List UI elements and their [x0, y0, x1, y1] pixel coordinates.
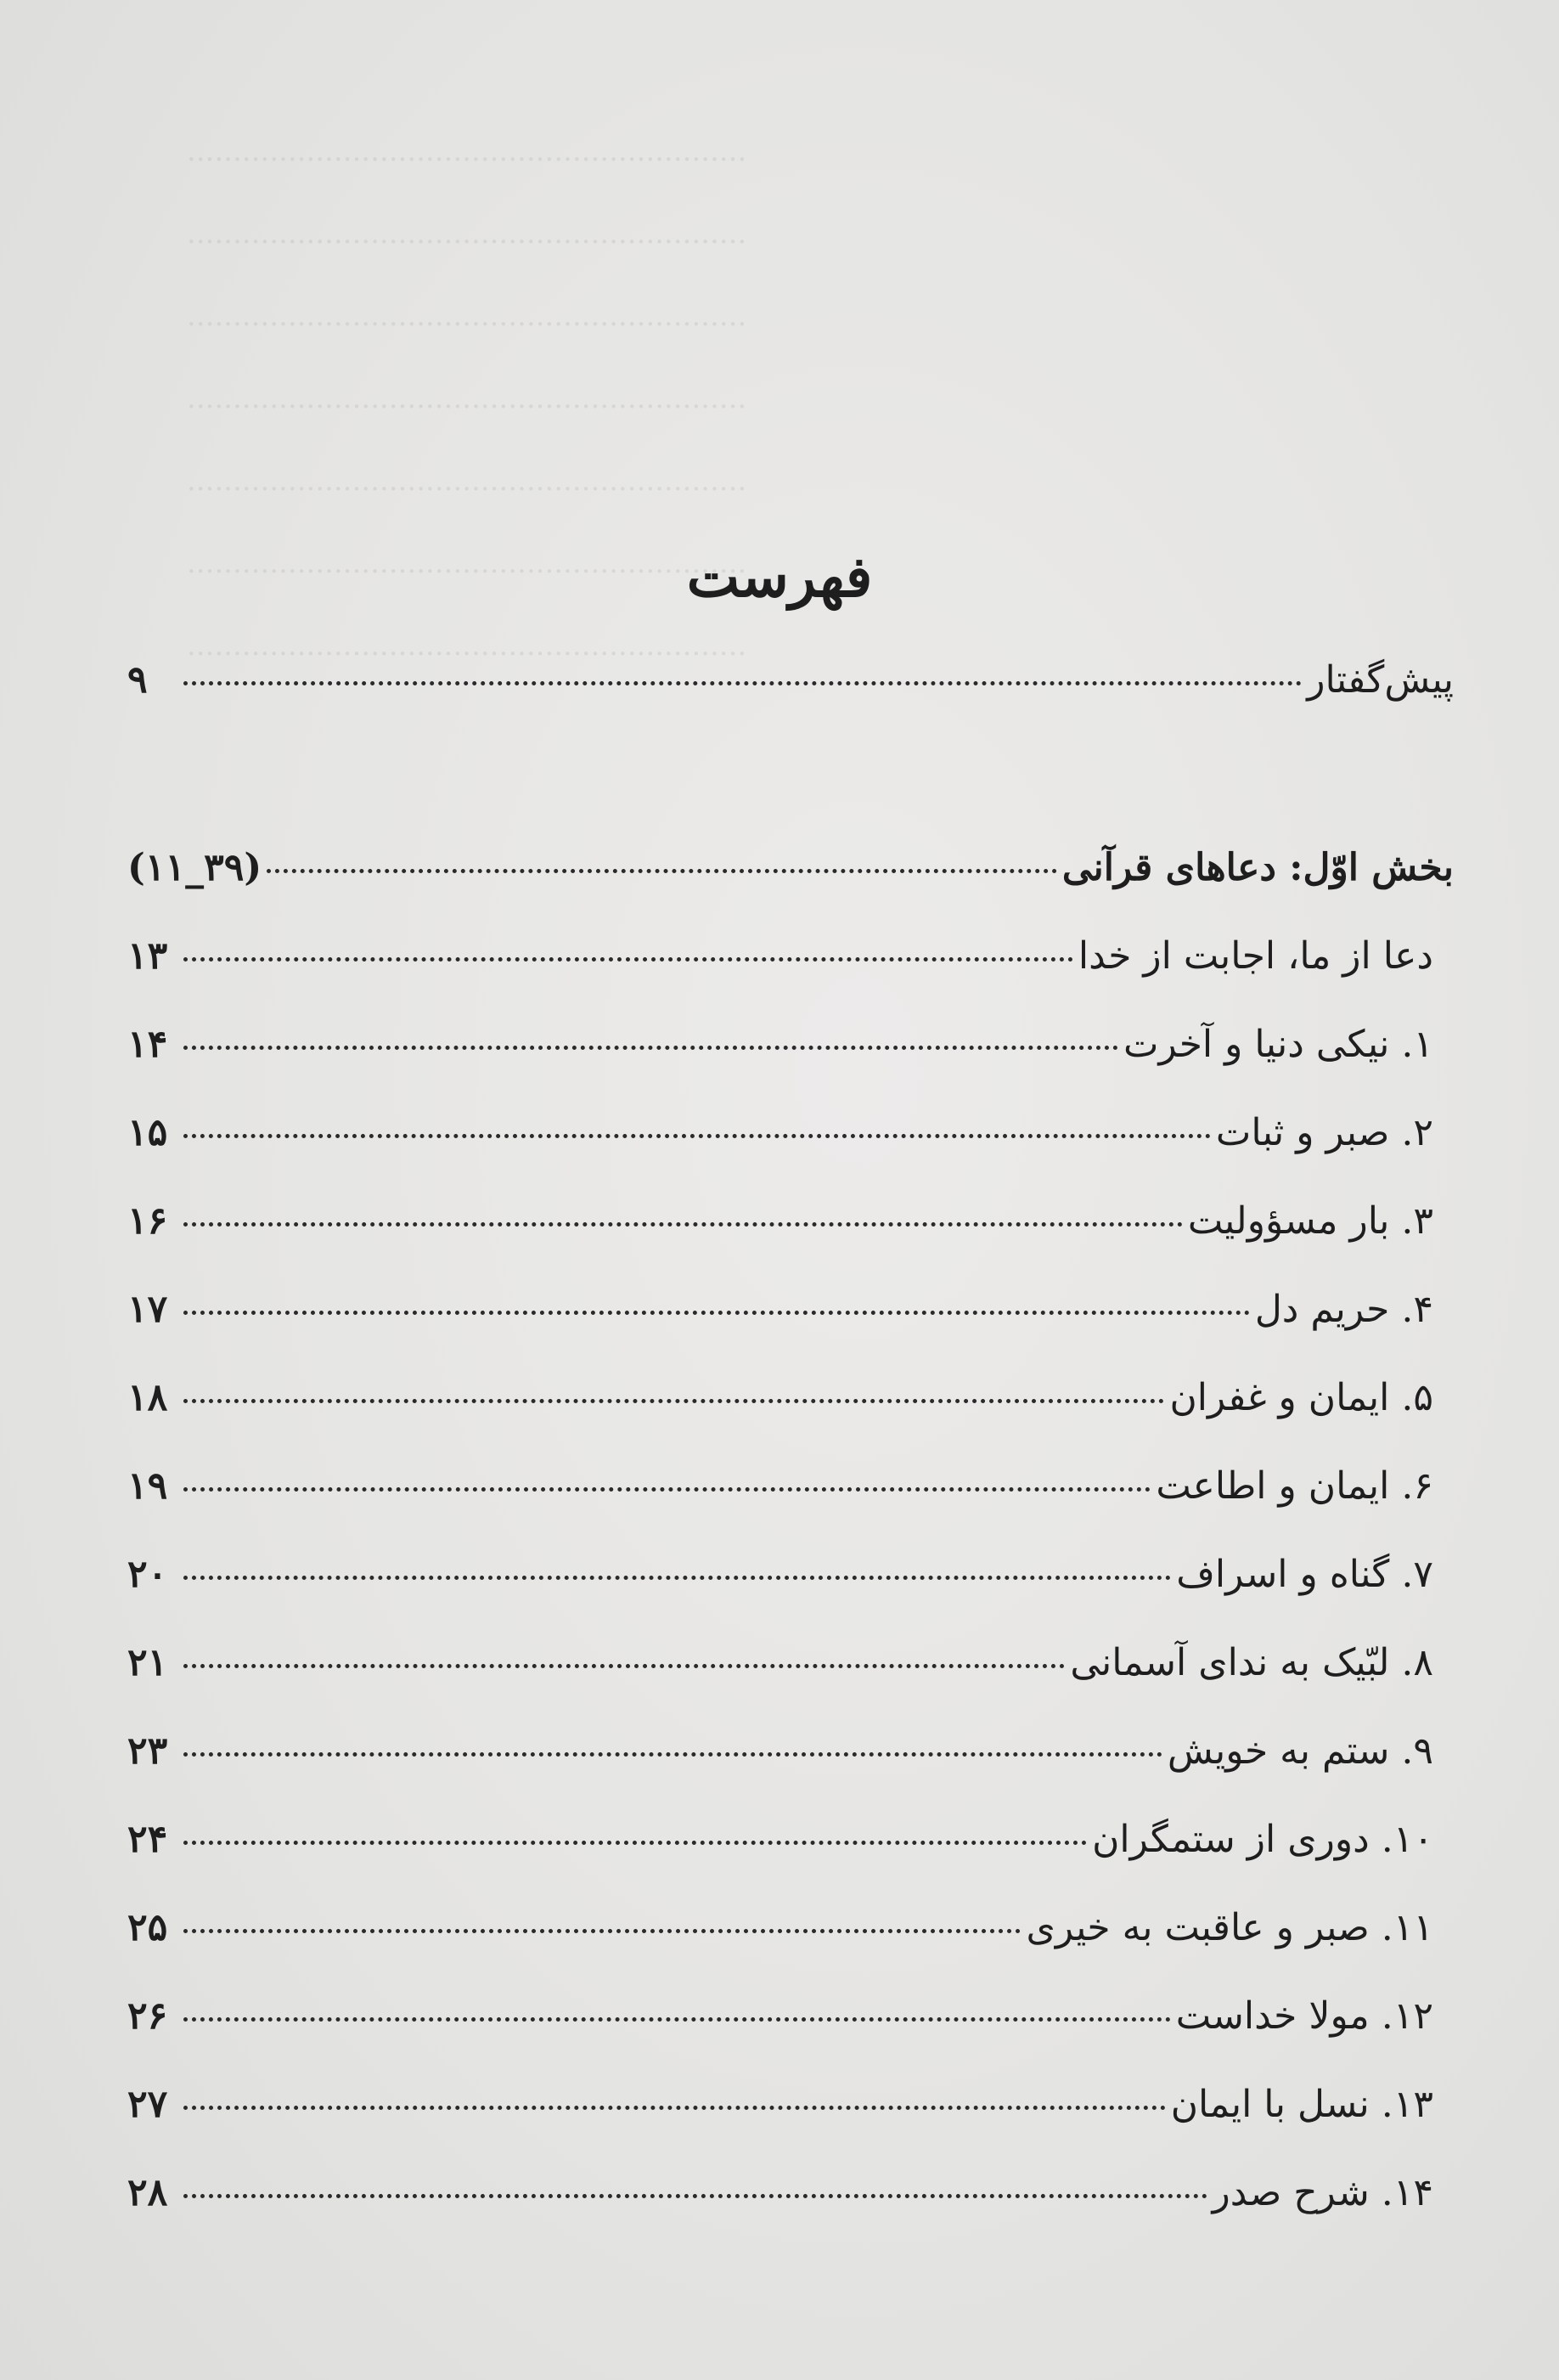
- toc-entry: [127, 1023, 1454, 1111]
- dot-leader: [183, 1487, 1151, 1492]
- toc-entry-label: ۴. حریم دل: [1254, 1288, 1433, 1331]
- dot-leader: [183, 1664, 1065, 1668]
- page-title: فهرست: [686, 544, 873, 610]
- toc-entry: [127, 1376, 1454, 1464]
- dot-leader: [183, 1841, 1087, 1845]
- dot-leader: [183, 1929, 1021, 1933]
- dot-leader: [267, 869, 1057, 873]
- toc-entry: [127, 2083, 1454, 2171]
- toc-entry: [127, 1994, 1454, 2083]
- toc-entry-page: ۲۰: [127, 1553, 168, 1596]
- toc-entry-label: ۹. ستم به خویش: [1167, 1729, 1433, 1773]
- dot-leader: [183, 2106, 1166, 2110]
- toc-entry-page: ۲۱: [127, 1641, 168, 1684]
- dot-leader: [183, 2017, 1171, 2022]
- dot-leader: [183, 1134, 1211, 1138]
- dot-leader: [183, 957, 1073, 962]
- toc-entry-label: دعا از ما، اجابت از خدا: [1078, 934, 1433, 978]
- dot-leader: [183, 1222, 1183, 1227]
- toc-entry-label: پیش‌گفتار: [1307, 658, 1454, 702]
- toc-entry-label: ۱. نیکی دنیا و آخرت: [1123, 1023, 1433, 1066]
- toc-entry: [127, 1553, 1454, 1641]
- toc-entry-label: ۱۰. دوری از ستمگران: [1092, 1818, 1433, 1861]
- toc-entry-page: ۱۷: [127, 1288, 168, 1331]
- toc-entry: [127, 1464, 1454, 1553]
- toc-entry-preface: [127, 658, 1454, 747]
- toc-entry: [127, 2171, 1454, 2259]
- toc-entry: [127, 1906, 1454, 1994]
- dot-leader: [183, 1576, 1171, 1580]
- dot-leader: [183, 1046, 1118, 1050]
- dot-leader: [183, 681, 1302, 685]
- toc-entry-page: ۱۳: [127, 934, 168, 978]
- toc-entry: [127, 934, 1454, 1023]
- toc-entry-label: ۱۱. صبر و عاقبت به خیری: [1026, 1906, 1433, 1949]
- toc-entry-page: ۹: [127, 658, 148, 702]
- toc-entry: [127, 1111, 1454, 1199]
- dot-leader: [183, 1752, 1162, 1757]
- toc-section-heading: [127, 846, 1454, 934]
- toc-entry-page: ۱۸: [127, 1376, 168, 1419]
- toc-entry-page: ۱۶: [127, 1199, 168, 1243]
- toc-entry: [127, 1199, 1454, 1288]
- dot-leader: [183, 1399, 1164, 1403]
- toc-entry-page: ۲۶: [127, 1994, 168, 2038]
- toc-entry-page: ۲۷: [127, 2083, 168, 2126]
- toc-entry-label: بخش اوّل: دعاهای قرآنی: [1061, 846, 1454, 889]
- toc-entry-page: ۱۵: [127, 1111, 168, 1154]
- toc-entry-label: ۱۳. نسل با ایمان: [1170, 2083, 1433, 2126]
- toc-entry-page: ۲۳: [127, 1729, 168, 1773]
- dot-leader: [183, 2194, 1207, 2198]
- toc-entry: [127, 1288, 1454, 1376]
- toc-entry-label: ۵. ایمان و غفران: [1169, 1376, 1433, 1419]
- toc-entry-label: ۳. بار مسؤولیت: [1187, 1199, 1433, 1243]
- toc-entry-page: ۲۸: [127, 2171, 168, 2214]
- table-of-contents: [127, 658, 1454, 2259]
- dot-leader: [183, 1311, 1250, 1315]
- toc-entry: [127, 1818, 1454, 1906]
- toc-entry-page: ۱۴: [127, 1023, 168, 1066]
- toc-entry-label: ۱۲. مولا خداست: [1175, 1994, 1433, 2038]
- toc-entry-page: (۳۹_۱۱): [127, 846, 262, 889]
- toc-entry-label: ۱۴. شرح صدر: [1212, 2171, 1433, 2214]
- toc-entry-label: ۶. ایمان و اطاعت: [1156, 1464, 1433, 1508]
- toc-entry-label: ۸. لبّیک به ندای آسمانی: [1070, 1641, 1433, 1684]
- toc-entry-page: ۲۴: [127, 1818, 168, 1861]
- toc-entry: [127, 1729, 1454, 1818]
- toc-entry-page: ۲۵: [127, 1906, 168, 1949]
- toc-entry: [127, 1641, 1454, 1729]
- toc-entry-label: ۷. گناه و اسراف: [1176, 1553, 1433, 1596]
- toc-entry-label: ۲. صبر و ثبات: [1215, 1111, 1433, 1154]
- toc-entry-page: ۱۹: [127, 1464, 168, 1508]
- bleed-through-text: ............................................................. ............................................................. ............................................................. ............................................................. ............................................................. ............................................................. .............................................................: [187, 134, 747, 663]
